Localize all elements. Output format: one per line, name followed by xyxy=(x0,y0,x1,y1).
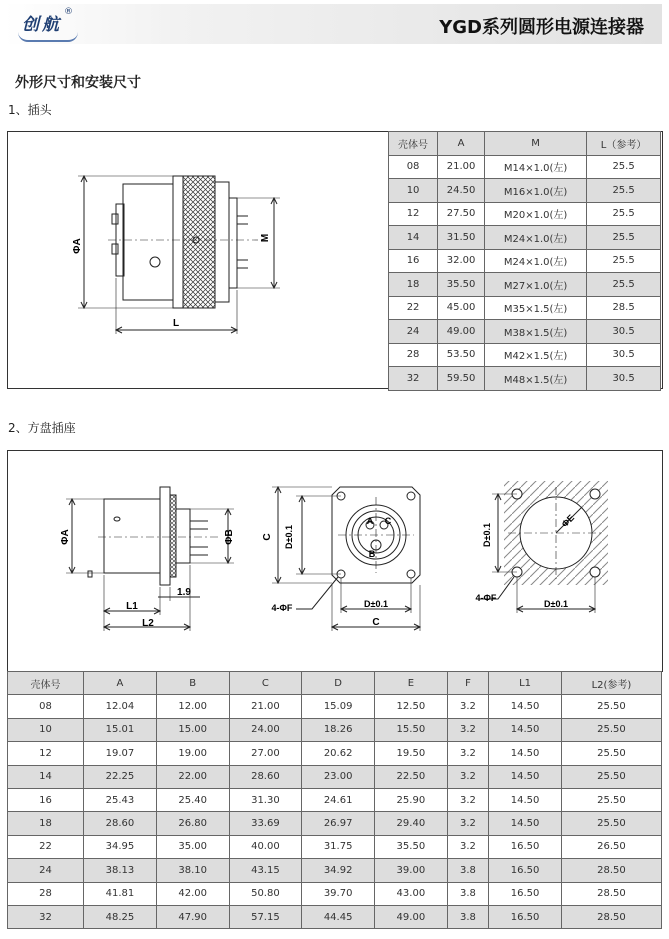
table-cell: 25.40 xyxy=(156,788,229,811)
table-cell: 43.15 xyxy=(229,859,302,882)
rec-right-dim-d01: D±0.1 xyxy=(482,523,492,547)
table-cell: M38×1.5(左) xyxy=(485,320,587,344)
table-cell: 18 xyxy=(8,812,84,835)
table-cell: M42×1.5(左) xyxy=(485,343,587,367)
rec-col-shell: 壳体号 xyxy=(8,672,84,695)
table-cell: 14.50 xyxy=(489,812,562,835)
table-cell: 15.09 xyxy=(302,695,375,718)
table-cell: 3.8 xyxy=(447,882,488,905)
table-cell: M27×1.0(左) xyxy=(485,273,587,297)
table-cell: 41.81 xyxy=(84,882,157,905)
brand-logo: 创航 xyxy=(22,15,62,35)
table-row xyxy=(8,788,662,811)
plug-dim-m: M xyxy=(260,233,271,243)
table-cell: 14.50 xyxy=(489,742,562,765)
table-cell: 29.40 xyxy=(375,812,448,835)
receptacle-spec-table xyxy=(7,671,662,929)
table-cell: 43.00 xyxy=(375,882,448,905)
table-cell: 12.50 xyxy=(375,695,448,718)
table-cell: 3.8 xyxy=(447,859,488,882)
table-cell: 08 xyxy=(389,155,438,179)
table-row xyxy=(8,812,662,835)
table-row xyxy=(389,367,661,391)
table-cell: 31.30 xyxy=(229,788,302,811)
table-cell: 21.00 xyxy=(229,695,302,718)
table-cell: 30.5 xyxy=(587,343,661,367)
table-cell: 3.2 xyxy=(447,788,488,811)
table-cell: 24.61 xyxy=(302,788,375,811)
table-row xyxy=(389,296,661,320)
table-cell: 47.90 xyxy=(156,905,229,928)
table-cell: 32.00 xyxy=(438,249,485,273)
table-cell: 22 xyxy=(8,835,84,858)
table-cell: 30.5 xyxy=(587,320,661,344)
table-cell: 28.50 xyxy=(561,859,661,882)
plug-drawing xyxy=(8,132,388,386)
table-cell: 25.5 xyxy=(587,155,661,179)
table-cell: 25.5 xyxy=(587,273,661,297)
table-cell: 24.50 xyxy=(438,179,485,203)
section-title: 外形尺寸和安装尺寸 xyxy=(15,75,141,91)
page-header xyxy=(4,4,662,44)
table-cell: 24.00 xyxy=(229,718,302,741)
rec-dim-c: C xyxy=(262,533,273,541)
table-cell: 22.25 xyxy=(84,765,157,788)
table-cell: 31.50 xyxy=(438,226,485,250)
table-row xyxy=(8,882,662,905)
table-cell: 14.50 xyxy=(489,695,562,718)
table-cell: 15.01 xyxy=(84,718,157,741)
table-cell: 10 xyxy=(389,179,438,203)
table-cell: M24×1.0(左) xyxy=(485,226,587,250)
table-cell: 53.50 xyxy=(438,343,485,367)
table-cell: 08 xyxy=(8,695,84,718)
rec-col-l2: L2(参考) xyxy=(561,672,661,695)
table-cell: 12 xyxy=(389,202,438,226)
table-cell: 32 xyxy=(8,905,84,928)
table-cell: M24×1.0(左) xyxy=(485,249,587,273)
table-cell: 26.50 xyxy=(561,835,661,858)
table-row xyxy=(389,273,661,297)
table-cell: 12.04 xyxy=(84,695,157,718)
plug-col-m: M xyxy=(485,132,587,156)
table-row xyxy=(389,226,661,250)
table-cell: 33.69 xyxy=(229,812,302,835)
table-cell: 26.80 xyxy=(156,812,229,835)
plug-col-shell: 壳体号 xyxy=(389,132,438,156)
plug-col-a: A xyxy=(438,132,485,156)
table-row xyxy=(8,835,662,858)
table-row xyxy=(389,343,661,367)
table-cell: 27.00 xyxy=(229,742,302,765)
table-cell: 25.43 xyxy=(84,788,157,811)
table-cell: 38.10 xyxy=(156,859,229,882)
table-cell: 22.50 xyxy=(375,765,448,788)
table-cell: 34.95 xyxy=(84,835,157,858)
table-cell: 12 xyxy=(8,742,84,765)
plug-heading: 1、插头 xyxy=(8,103,52,117)
plug-dim-phi-a: ΦA xyxy=(72,238,83,254)
rec-col-d: D xyxy=(302,672,375,695)
table-cell: 32 xyxy=(389,367,438,391)
rec-right-dim-4f: 4-ΦF xyxy=(475,593,497,603)
table-cell: 49.00 xyxy=(375,905,448,928)
table-cell: 25.5 xyxy=(587,179,661,203)
table-cell: 3.2 xyxy=(447,718,488,741)
rec-col-b: B xyxy=(156,672,229,695)
table-cell: 14.50 xyxy=(489,718,562,741)
table-cell: 25.5 xyxy=(587,249,661,273)
registered-mark: ® xyxy=(64,7,73,17)
table-cell: M16×1.0(左) xyxy=(485,179,587,203)
table-row xyxy=(389,249,661,273)
table-cell: 35.50 xyxy=(438,273,485,297)
table-row xyxy=(8,742,662,765)
table-cell: 57.15 xyxy=(229,905,302,928)
table-cell: 14 xyxy=(8,765,84,788)
table-cell: 25.50 xyxy=(561,718,661,741)
table-row xyxy=(389,179,661,203)
table-cell: 3.8 xyxy=(447,905,488,928)
table-cell: 35.00 xyxy=(156,835,229,858)
rec-dim-4f: 4-ΦF xyxy=(271,603,293,613)
table-cell: 14.50 xyxy=(489,788,562,811)
table-cell: 49.00 xyxy=(438,320,485,344)
table-cell: 39.00 xyxy=(375,859,448,882)
table-cell: 30.5 xyxy=(587,367,661,391)
rec-table-header-row xyxy=(8,672,662,695)
rec-dim-phi-a: ΦA xyxy=(60,529,71,545)
table-row xyxy=(8,765,662,788)
table-cell: 18.26 xyxy=(302,718,375,741)
table-cell: 14 xyxy=(389,226,438,250)
table-cell: 28.50 xyxy=(561,882,661,905)
table-cell: 23.00 xyxy=(302,765,375,788)
plug-table-header-row xyxy=(389,132,661,156)
table-cell: 3.2 xyxy=(447,835,488,858)
rec-dim-l2: L2 xyxy=(142,618,154,629)
table-cell: 26.97 xyxy=(302,812,375,835)
rec-dim-c-bottom: C xyxy=(372,617,380,628)
table-cell: 19.07 xyxy=(84,742,157,765)
table-cell: 25.50 xyxy=(561,695,661,718)
rec-col-f: F xyxy=(447,672,488,695)
table-cell: 38.13 xyxy=(84,859,157,882)
table-cell: 15.00 xyxy=(156,718,229,741)
table-cell: 34.92 xyxy=(302,859,375,882)
table-cell: 25.90 xyxy=(375,788,448,811)
table-cell: 12.00 xyxy=(156,695,229,718)
table-cell: 3.2 xyxy=(447,695,488,718)
table-cell: 40.00 xyxy=(229,835,302,858)
page-title: YGD系列圆形电源连接器 xyxy=(439,17,644,38)
table-cell: 22 xyxy=(389,296,438,320)
table-cell: 16 xyxy=(389,249,438,273)
table-row xyxy=(8,859,662,882)
table-cell: 16.50 xyxy=(489,859,562,882)
table-cell: 16.50 xyxy=(489,882,562,905)
table-cell: 16.50 xyxy=(489,905,562,928)
table-cell: 19.50 xyxy=(375,742,448,765)
rec-col-e: E xyxy=(375,672,448,695)
rec-col-c: C xyxy=(229,672,302,695)
table-cell: 20.62 xyxy=(302,742,375,765)
table-cell: 25.50 xyxy=(561,765,661,788)
table-cell: 21.00 xyxy=(438,155,485,179)
table-cell: 28.5 xyxy=(587,296,661,320)
rec-col-a: A xyxy=(84,672,157,695)
table-row xyxy=(8,905,662,928)
rec-dim-d01: D±0.1 xyxy=(284,525,294,549)
table-cell: 25.50 xyxy=(561,742,661,765)
table-row xyxy=(389,202,661,226)
table-row xyxy=(389,320,661,344)
table-cell: 19.00 xyxy=(156,742,229,765)
table-cell: 24 xyxy=(8,859,84,882)
logo-swoosh-icon xyxy=(18,32,78,42)
rec-dim-phi-b: ΦB xyxy=(224,529,235,545)
table-row xyxy=(8,718,662,741)
rec-col-l1: L1 xyxy=(489,672,562,695)
table-cell: 42.00 xyxy=(156,882,229,905)
plug-col-l: L（参考） xyxy=(587,132,661,156)
table-cell: 3.2 xyxy=(447,812,488,835)
table-cell: 50.80 xyxy=(229,882,302,905)
table-cell: 18 xyxy=(389,273,438,297)
table-cell: 22.00 xyxy=(156,765,229,788)
rec-dim-1-9: 1.9 xyxy=(177,587,191,598)
rec-dim-l1: L1 xyxy=(126,601,138,612)
table-cell: 24 xyxy=(389,320,438,344)
rec-pin-b: B xyxy=(368,549,376,559)
table-cell: 31.75 xyxy=(302,835,375,858)
table-cell: 25.50 xyxy=(561,812,661,835)
table-cell: M14×1.0(左) xyxy=(485,155,587,179)
table-cell: 27.50 xyxy=(438,202,485,226)
table-cell: 45.00 xyxy=(438,296,485,320)
table-cell: 28.60 xyxy=(84,812,157,835)
table-cell: 25.5 xyxy=(587,226,661,250)
table-cell: 3.2 xyxy=(447,765,488,788)
table-cell: 25.5 xyxy=(587,202,661,226)
table-cell: 28 xyxy=(389,343,438,367)
table-cell: M48×1.5(左) xyxy=(485,367,587,391)
table-cell: 28.60 xyxy=(229,765,302,788)
table-row xyxy=(389,155,661,179)
table-cell: 14.50 xyxy=(489,765,562,788)
table-cell: 25.50 xyxy=(561,788,661,811)
table-cell: 10 xyxy=(8,718,84,741)
rec-right-dim-d01-bottom: D±0.1 xyxy=(544,599,568,609)
table-cell: 28 xyxy=(8,882,84,905)
table-cell: 35.50 xyxy=(375,835,448,858)
plug-dim-l: L xyxy=(172,318,180,329)
rec-dim-d01-bottom: D±0.1 xyxy=(364,599,388,609)
table-cell: 16 xyxy=(8,788,84,811)
rec-right-dim-phi-e: ΦE xyxy=(559,512,577,530)
table-cell: 44.45 xyxy=(302,905,375,928)
table-cell: 48.25 xyxy=(84,905,157,928)
table-cell: M20×1.0(左) xyxy=(485,202,587,226)
table-cell: 39.70 xyxy=(302,882,375,905)
table-cell: 59.50 xyxy=(438,367,485,391)
rec-pin-c: C xyxy=(384,516,392,526)
table-cell: 3.2 xyxy=(447,742,488,765)
table-cell: 15.50 xyxy=(375,718,448,741)
table-cell: M35×1.5(左) xyxy=(485,296,587,320)
receptacle-drawing xyxy=(8,451,660,669)
table-cell: 28.50 xyxy=(561,905,661,928)
receptacle-heading: 2、方盘插座 xyxy=(8,421,76,435)
table-row xyxy=(8,695,662,718)
rec-pin-a: A xyxy=(366,516,374,526)
plug-spec-table xyxy=(388,131,661,391)
table-cell: 16.50 xyxy=(489,835,562,858)
